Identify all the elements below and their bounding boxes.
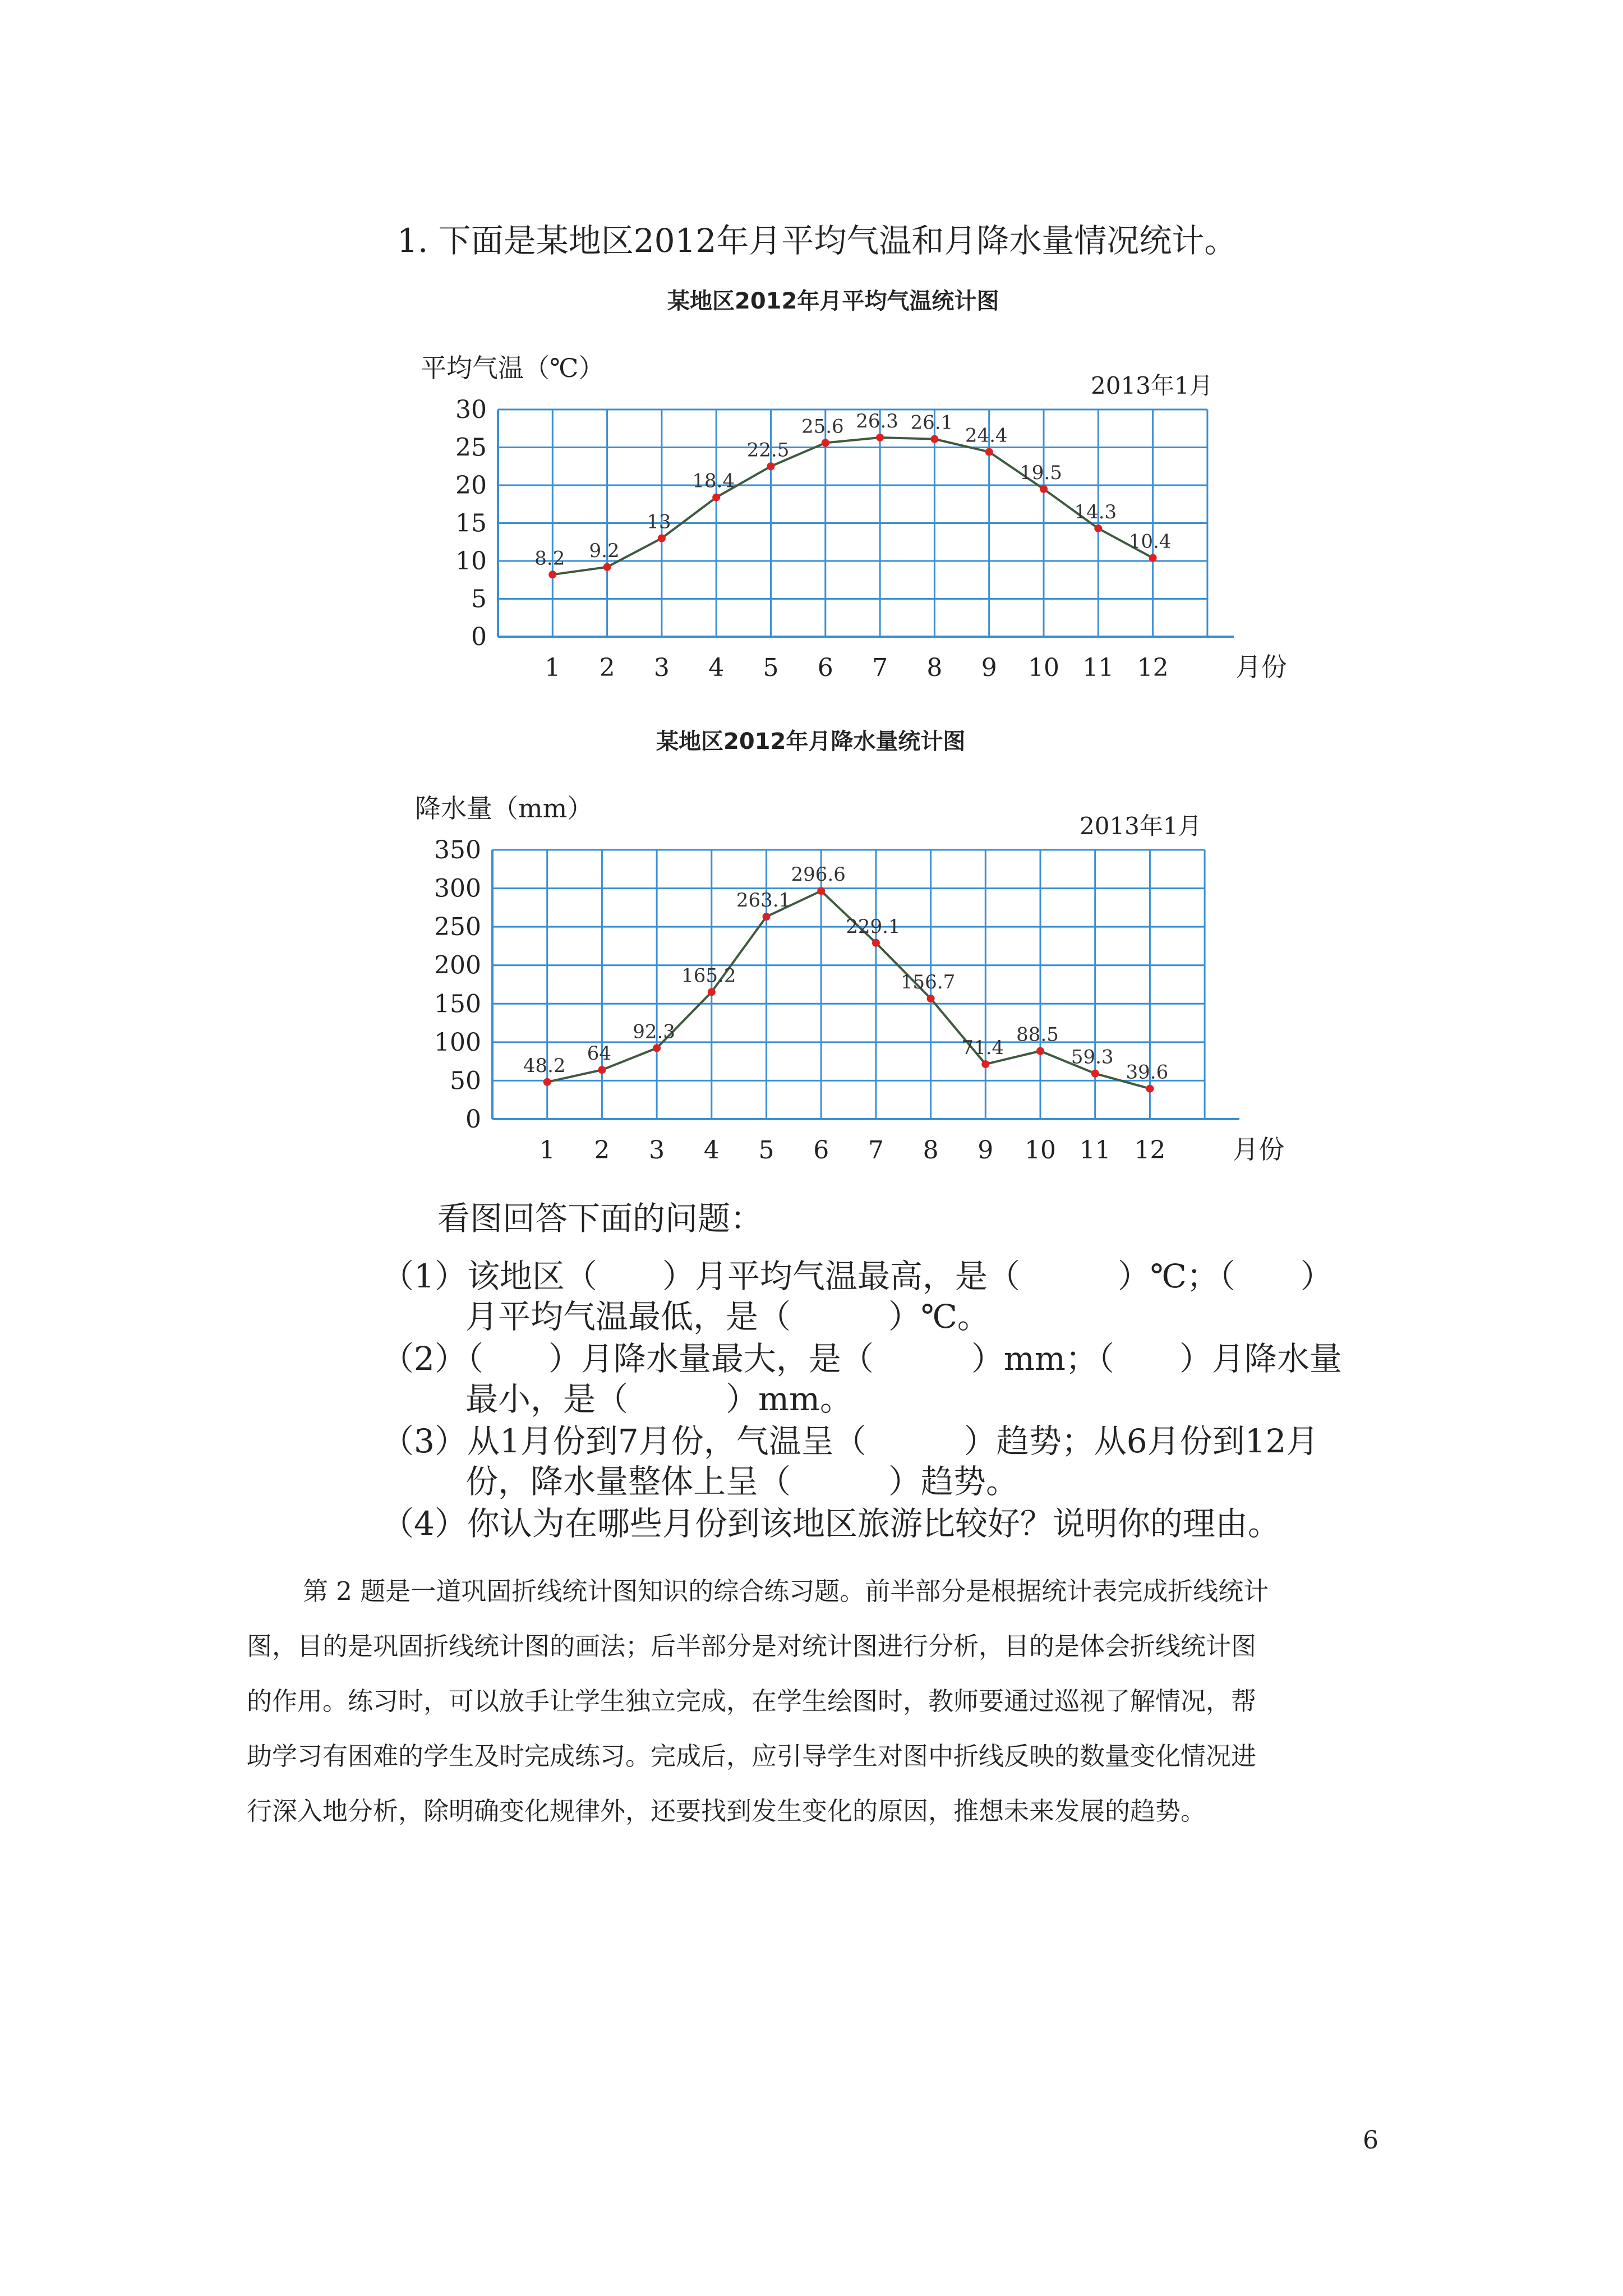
chart2-title: 某地区2012年月降水量统计图 bbox=[656, 729, 966, 754]
temp-series-line bbox=[552, 438, 1152, 574]
rain-data-label: 165.2 bbox=[681, 964, 736, 987]
question-4-line: （4）你认为在哪些月份到该地区旅游比较好？说明你的理由。 bbox=[381, 1504, 1280, 1543]
rain-data-label: 263.1 bbox=[736, 889, 791, 912]
rain-x-tick-label: 11 bbox=[1079, 1136, 1111, 1165]
rain-data-label: 88.5 bbox=[1016, 1023, 1059, 1046]
rain-data-label: 59.3 bbox=[1071, 1046, 1114, 1069]
rain-data-label: 296.6 bbox=[791, 863, 846, 886]
rain-date-note: 2013年1月 bbox=[1080, 812, 1202, 840]
rain-data-label: 48.2 bbox=[523, 1054, 566, 1077]
temp-date-note: 2013年1月 bbox=[1091, 372, 1213, 399]
rain-y-tick-label: 200 bbox=[434, 951, 481, 980]
temp-x-tick-label: 1 bbox=[545, 654, 561, 682]
temp-data-label: 25.6 bbox=[801, 415, 844, 438]
temp-data-point bbox=[1040, 485, 1048, 493]
rain-x-tick-label: 4 bbox=[703, 1136, 720, 1165]
temp-data-label: 10.4 bbox=[1128, 530, 1172, 553]
temp-data-label: 26.1 bbox=[910, 411, 953, 434]
temp-x-tick-label: 6 bbox=[817, 654, 833, 682]
temp-data-point bbox=[876, 434, 884, 441]
temp-data-label: 19.5 bbox=[1020, 461, 1062, 484]
temp-data-point bbox=[822, 439, 829, 447]
question-2-line-2: 最小，是（ ）mm。 bbox=[465, 1380, 852, 1418]
temp-x-tick-label: 12 bbox=[1137, 654, 1169, 682]
temp-data-point bbox=[548, 570, 556, 578]
rain-x-tick-label: 9 bbox=[978, 1136, 994, 1165]
rain-y-tick-label: 350 bbox=[434, 836, 481, 864]
rain-y-tick-label: 0 bbox=[465, 1105, 481, 1134]
commentary-line-1: 第 2 题是一道巩固折线统计图知识的综合练习题。前半部分是根据统计表完成折线统计 bbox=[303, 1576, 1269, 1606]
temp-y-tick-label: 30 bbox=[455, 395, 487, 424]
rain-x-tick-label: 12 bbox=[1134, 1136, 1166, 1165]
rain-y-tick-label: 100 bbox=[434, 1028, 481, 1057]
rain-x-tick-label: 2 bbox=[594, 1136, 610, 1165]
temp-data-label: 18.4 bbox=[692, 470, 735, 493]
temp-data-label: 24.4 bbox=[965, 424, 1008, 447]
rain-x-tick-label: 8 bbox=[923, 1136, 939, 1165]
temp-data-point bbox=[658, 535, 666, 542]
temp-data-point bbox=[767, 462, 775, 470]
temp-data-point bbox=[603, 563, 611, 571]
rain-y-tick-label: 300 bbox=[434, 874, 481, 903]
temp-y-tick-label: 15 bbox=[455, 509, 487, 538]
page-number: 6 bbox=[1363, 2126, 1378, 2155]
temp-x-tick-label: 7 bbox=[872, 654, 888, 682]
temp-data-point bbox=[1149, 554, 1157, 562]
temp-data-point bbox=[985, 448, 993, 456]
problem-heading: 1. 下面是某地区2012年月平均气温和月降水量情况统计。 bbox=[397, 222, 1237, 260]
question-3-line-1: （3）从1月份到7月份，气温呈（ ）趋势；从6月份到12月 bbox=[381, 1422, 1319, 1460]
temp-data-label: 13 bbox=[647, 510, 671, 533]
temp-y-tick-label: 0 bbox=[471, 623, 487, 651]
rain-data-label: 39.6 bbox=[1126, 1061, 1169, 1084]
temp-x-tick-label: 4 bbox=[708, 654, 725, 682]
commentary-line-2: 图，目的是巩固折线统计图的画法；后半部分是对统计图进行分析，目的是体会折线统计图 bbox=[247, 1631, 1257, 1661]
question-2-line-1: （2）（ ）月降水量最大，是（ ）mm；（ ）月降水量 bbox=[381, 1340, 1342, 1378]
rain-x-tick-label: 10 bbox=[1025, 1136, 1056, 1165]
temp-x-tick-label: 10 bbox=[1028, 654, 1059, 682]
rain-x-tick-label: 7 bbox=[868, 1136, 884, 1165]
temp-x-tick-label: 3 bbox=[653, 654, 670, 682]
rain-data-label: 156.7 bbox=[900, 971, 956, 994]
temp-data-label: 22.5 bbox=[746, 439, 790, 462]
rain-data-label: 92.3 bbox=[633, 1020, 675, 1043]
rain-y-tick-label: 150 bbox=[434, 990, 481, 1019]
temp-y-tick-label: 25 bbox=[455, 433, 487, 462]
temp-data-label: 14.3 bbox=[1074, 500, 1117, 523]
rain-x-tick-label: 6 bbox=[813, 1136, 829, 1165]
temp-x-tick-label: 5 bbox=[763, 654, 779, 682]
question-1-line-2: 月平均气温最低，是（ ）℃。 bbox=[465, 1297, 990, 1336]
rain-y-tick-label: 250 bbox=[434, 913, 481, 942]
commentary-line-5: 行深入地分析，除明确变化规律外，还要找到发生变化的原因，推想未来发展的趋势。 bbox=[247, 1796, 1206, 1826]
temp-x-axis-label: 月份 bbox=[1235, 652, 1287, 682]
rain-data-label: 71.4 bbox=[961, 1037, 1004, 1060]
temp-data-point bbox=[930, 435, 938, 443]
rain-data-label: 64 bbox=[587, 1042, 612, 1065]
temp-data-point bbox=[712, 494, 720, 501]
chart1-title: 某地区2012年月平均气温统计图 bbox=[667, 288, 999, 314]
temp-y-tick-label: 5 bbox=[471, 585, 487, 614]
question-1-line-1: （1）该地区（ ）月平均气温最高，是（ ）℃；（ ） bbox=[381, 1257, 1333, 1295]
question-3-line-2: 份，降水量整体上呈（ ）趋势。 bbox=[465, 1462, 1019, 1501]
temp-y-tick-label: 10 bbox=[455, 547, 487, 576]
temp-data-point bbox=[1094, 524, 1102, 532]
rain-x-axis-label: 月份 bbox=[1233, 1134, 1285, 1165]
temp-x-tick-label: 11 bbox=[1082, 654, 1114, 682]
temp-x-tick-label: 9 bbox=[981, 654, 997, 682]
rain-x-tick-label: 3 bbox=[649, 1136, 665, 1165]
temp-x-tick-label: 8 bbox=[926, 654, 943, 682]
commentary-line-4: 助学习有困难的学生及时完成练习。完成后，应引导学生对图中折线反映的数量变化情况进 bbox=[247, 1741, 1257, 1771]
temp-x-tick-label: 2 bbox=[599, 654, 615, 682]
rain-y-tick-label: 50 bbox=[450, 1066, 481, 1096]
temp-data-label: 9.2 bbox=[589, 539, 620, 562]
commentary-line-3: 的作用。练习时，可以放手让学生独立完成，在学生绘图时，教师要通过巡视了解情况，帮 bbox=[247, 1686, 1257, 1716]
rain-data-label: 229.1 bbox=[846, 915, 901, 938]
rain-x-tick-label: 1 bbox=[539, 1136, 555, 1165]
rain-x-tick-label: 5 bbox=[758, 1136, 774, 1165]
temp-data-label: 26.3 bbox=[856, 409, 898, 432]
temp-data-label: 8.2 bbox=[534, 547, 565, 570]
temp-y-axis-label: 平均气温（℃） bbox=[421, 353, 605, 383]
questions-intro: 看图回答下面的问题： bbox=[437, 1199, 763, 1237]
temp-y-tick-label: 20 bbox=[455, 471, 487, 500]
rain-y-axis-label: 降水量（mm） bbox=[415, 793, 593, 823]
